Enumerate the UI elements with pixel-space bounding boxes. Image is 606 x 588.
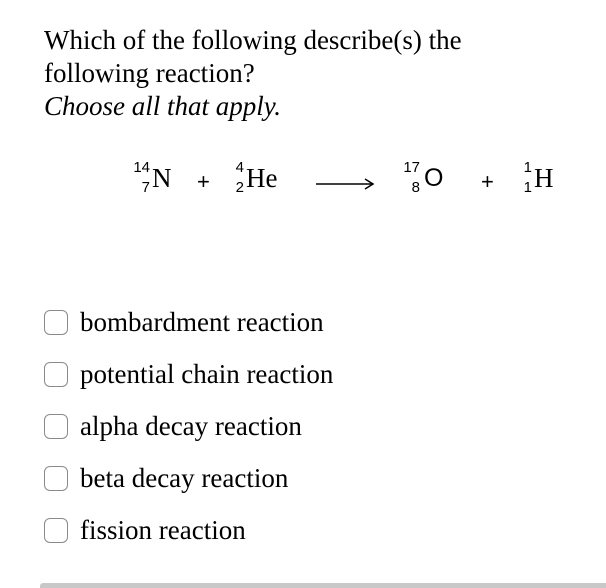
oxygen-mass-number: 17 [403, 159, 420, 176]
nuclear-equation [0, 160, 606, 210]
checkbox[interactable] [44, 310, 68, 335]
helium-mass-number: 4 [235, 159, 244, 176]
hydrogen-symbol: H [534, 163, 554, 193]
checkbox[interactable] [44, 414, 68, 439]
reaction-arrow-icon [316, 176, 376, 192]
nitrogen-symbol: N [152, 163, 172, 193]
option-label[interactable]: bombardment reaction [80, 307, 324, 337]
option-label[interactable]: beta decay reaction [80, 463, 289, 493]
oxygen-atomic-number: 8 [411, 179, 420, 196]
bottom-divider-bar [40, 583, 606, 588]
plus-sign-2: + [481, 169, 494, 194]
question-text-line-2: following reaction? [44, 58, 255, 88]
option-fission-reaction[interactable] [44, 504, 333, 556]
checkbox[interactable] [44, 466, 68, 491]
option-beta-decay-reaction[interactable] [44, 452, 333, 504]
helium-symbol: He [246, 163, 278, 193]
option-bombardment-reaction[interactable] [44, 296, 333, 348]
nitrogen-atomic-number: 7 [141, 179, 150, 196]
helium-atomic-number: 2 [235, 179, 244, 196]
answer-options-list [44, 296, 333, 556]
hydrogen-mass-number: 1 [523, 159, 532, 176]
hydrogen-atomic-number: 1 [523, 179, 532, 196]
checkbox[interactable] [44, 518, 68, 543]
option-label[interactable]: fission reaction [80, 515, 246, 545]
option-label[interactable]: potential chain reaction [80, 359, 334, 389]
checkbox[interactable] [44, 362, 68, 387]
question-prompt [44, 24, 584, 123]
question-text-line-1: Which of the following describe(s) the [44, 25, 462, 55]
nitrogen-mass-number: 14 [133, 159, 150, 176]
option-label[interactable]: alpha decay reaction [80, 411, 302, 441]
option-potential-chain-reaction[interactable] [44, 348, 333, 400]
option-alpha-decay-reaction[interactable] [44, 400, 333, 452]
question-instruction: Choose all that apply. [44, 91, 282, 121]
oxygen-symbol: O [424, 164, 444, 192]
plus-sign-1: + [197, 169, 210, 194]
